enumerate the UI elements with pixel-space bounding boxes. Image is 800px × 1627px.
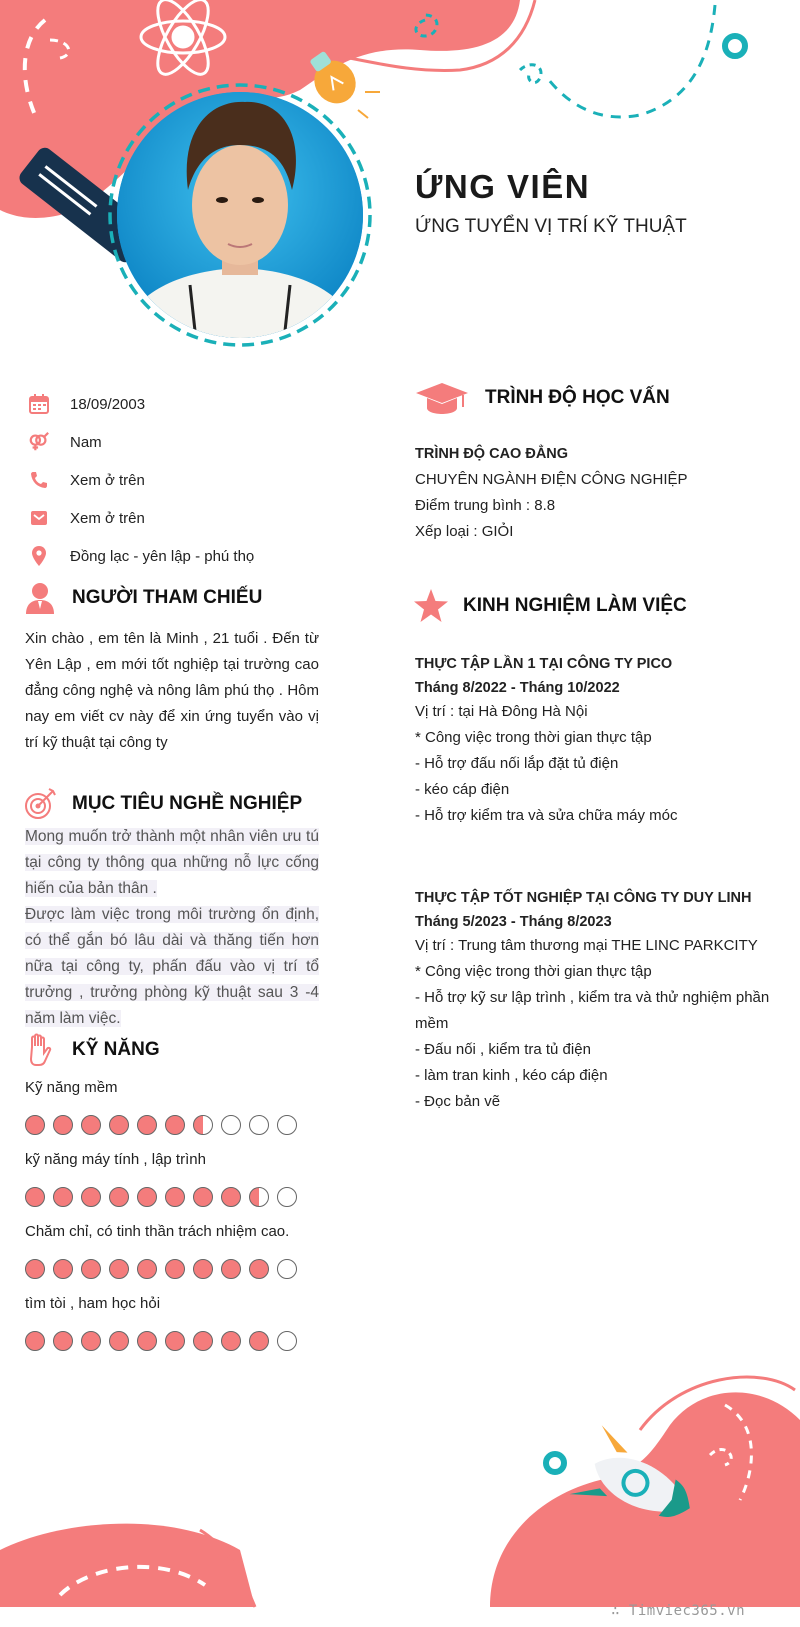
graduation-cap-icon [413, 380, 471, 416]
skill-rating [25, 1105, 325, 1145]
teal-ring-bottom [546, 1454, 564, 1472]
email-icon [28, 507, 50, 529]
education-block [415, 441, 785, 545]
skills-list [25, 1071, 325, 1361]
rating-dot [277, 1115, 297, 1135]
education-major: CHUYÊN NGÀNH ĐIỆN CÔNG NGHIỆP [415, 471, 688, 488]
skill-item [25, 1071, 325, 1145]
job-line: Vị trí : tại Hà Đông Hà Nội [415, 703, 588, 720]
rating-dot [221, 1187, 241, 1207]
rating-dot [165, 1259, 185, 1279]
job-line: - Hỗ trợ kỹ sư lập trình , kiểm tra và thử nghiệm phần mềm [415, 989, 770, 1032]
education-degree: TRÌNH ĐỘ CAO ĐẲNG [415, 446, 569, 462]
job-line: - Hỗ trợ kiểm tra và sửa chữa máy móc [415, 807, 678, 824]
footer-decoration [0, 1370, 800, 1627]
rating-dot [165, 1187, 185, 1207]
rating-dot [277, 1331, 297, 1351]
skill-rating [25, 1321, 325, 1361]
rating-dot [221, 1259, 241, 1279]
education-rank: Xếp loại : GIỎI [415, 523, 514, 540]
teal-ring [725, 36, 745, 56]
rating-dot [81, 1115, 101, 1135]
reference-text: Xin chào , em tên là Minh , 21 tuổi . Đến từ Yên Lập , em mới tốt nghiệp tại trường cao đẳng công nghệ và nông lâm phú thọ . Hôm nay em viết cv này để xin ứng tuyển vào vị trí kỹ thuật tại công ty [25, 630, 319, 751]
calendar-icon [28, 393, 50, 415]
contact-phone [28, 461, 358, 499]
job-line: - Hỗ trợ đấu nối lắp đặt tủ điện [415, 755, 619, 772]
avatar [117, 92, 363, 340]
address-value: Đồng lạc - yên lập - phú thọ [70, 547, 255, 565]
contact-gender [28, 423, 358, 461]
rating-dot [221, 1331, 241, 1351]
job-period: Tháng 8/2022 - Tháng 10/2022 [415, 680, 620, 696]
experience-job [415, 885, 785, 1115]
job-line: * Công việc trong thời gian thực tập [415, 963, 652, 980]
gender-value: Nam [70, 433, 102, 451]
objective-heading [22, 786, 302, 822]
job-line: - Đọc bản vẽ [415, 1093, 501, 1110]
contact-list [28, 385, 358, 575]
rating-dot [109, 1115, 129, 1135]
birthday-value: 18/09/2003 [70, 395, 146, 413]
rating-dot [277, 1187, 297, 1207]
contact-address [28, 537, 358, 575]
candidate-name: ỨNG VIÊN [415, 168, 591, 205]
rating-dot [25, 1331, 45, 1351]
job-line: - kéo cáp điện [415, 781, 510, 798]
job-line: - làm tran kinh , kéo cáp điện [415, 1067, 608, 1084]
phone-value: Xem ở trên [70, 471, 145, 489]
skill-item [25, 1143, 325, 1217]
rating-dot [109, 1187, 129, 1207]
skill-rating [25, 1249, 325, 1289]
rating-dot [249, 1259, 269, 1279]
hand-icon [22, 1032, 58, 1068]
education-gpa: Điểm trung bình : 8.8 [415, 497, 556, 514]
skill-name: Kỹ năng mềm [25, 1079, 118, 1096]
objective-title: MỤC TIÊU NGHỀ NGHIỆP [72, 793, 303, 814]
skills-heading [22, 1032, 160, 1068]
star-icon [413, 588, 449, 624]
rating-dot [25, 1115, 45, 1135]
rating-dot [249, 1115, 269, 1135]
person-icon [22, 580, 58, 616]
experience-title: KINH NGHIỆM LÀM VIỆC [463, 595, 687, 616]
applied-position: ỨNG TUYỂN VỊ TRÍ KỸ THUẬT [415, 216, 687, 237]
phone-icon [28, 469, 50, 491]
skill-rating [25, 1177, 325, 1217]
education-title: TRÌNH ĐỘ HỌC VẤN [485, 387, 670, 408]
skill-item [25, 1287, 325, 1361]
email-value: Xem ở trên [70, 509, 145, 527]
rating-dot [109, 1259, 129, 1279]
location-pin-icon [28, 545, 50, 567]
rating-dot [81, 1259, 101, 1279]
rating-dot [249, 1187, 269, 1207]
skill-name: tìm tòi , ham học hỏi [25, 1295, 161, 1312]
job-title: THỰC TẬP TỐT NGHIỆP TẠI CÔNG TY DUY LINH [415, 890, 752, 906]
rating-dot [53, 1331, 73, 1351]
skill-item [25, 1215, 325, 1289]
objective-paragraph-1: Mong muốn trở thành một nhân viên ưu tú tại công ty thông qua những nỗ lực cống hiến của bản thân . [25, 828, 319, 897]
target-icon [22, 786, 58, 822]
job-line: - Đấu nối , kiểm tra tủ điện [415, 1041, 591, 1058]
skill-name: Chăm chỉ, có tinh thần trách nhiệm cao. [25, 1223, 290, 1240]
experience-heading [413, 588, 687, 624]
rating-dot [53, 1187, 73, 1207]
contact-email [28, 499, 358, 537]
rating-dot [221, 1115, 241, 1135]
reference-title: NGƯỜI THAM CHIẾU [72, 587, 263, 608]
rating-dot [193, 1187, 213, 1207]
rating-dot [81, 1187, 101, 1207]
objective-text [25, 824, 319, 1032]
rating-dot [109, 1331, 129, 1351]
rating-dot [25, 1259, 45, 1279]
job-period: Tháng 5/2023 - Tháng 8/2023 [415, 914, 612, 930]
rating-dot [165, 1331, 185, 1351]
experience-job [415, 651, 785, 829]
gender-icon [28, 431, 50, 453]
rating-dot [137, 1187, 157, 1207]
rating-dot [193, 1259, 213, 1279]
rating-dot [165, 1115, 185, 1135]
watermark: ∴ Timviec365.vn [611, 1603, 745, 1619]
objective-paragraph-2: Được làm việc trong môi trường ổn định, có thể gắn bó lâu dài và thăng tiến hơn nữa tại công ty, phấn đấu vào vị trí tổ trưởng , trưởng phòng kỹ thuật sau 3 -4 năm làm việc. [25, 906, 319, 1027]
rating-dot [193, 1115, 213, 1135]
rating-dot [193, 1331, 213, 1351]
skill-name: kỹ năng máy tính , lập trình [25, 1151, 206, 1168]
rating-dot [81, 1331, 101, 1351]
rating-dot [277, 1259, 297, 1279]
job-line: Vị trí : Trung tâm thương mại THE LINC PARKCITY [415, 937, 758, 954]
rating-dot [53, 1115, 73, 1135]
coral-blob-bottom-left [0, 1524, 255, 1607]
job-line: * Công việc trong thời gian thực tập [415, 729, 652, 746]
rating-dot [25, 1187, 45, 1207]
rating-dot [249, 1331, 269, 1351]
header-decoration [0, 0, 800, 360]
rating-dot [137, 1115, 157, 1135]
education-heading [413, 380, 670, 416]
skills-title: KỸ NĂNG [72, 1039, 160, 1060]
watermark-text: Timviec365.vn [628, 1603, 745, 1619]
job-title: THỰC TẬP LẦN 1 TẠI CÔNG TY PICO [415, 656, 673, 672]
dashed-curve-teal [545, 5, 715, 117]
rating-dot [137, 1331, 157, 1351]
contact-birthday [28, 385, 358, 423]
rating-dot [53, 1259, 73, 1279]
rating-dot [137, 1259, 157, 1279]
reference-heading [22, 580, 262, 616]
